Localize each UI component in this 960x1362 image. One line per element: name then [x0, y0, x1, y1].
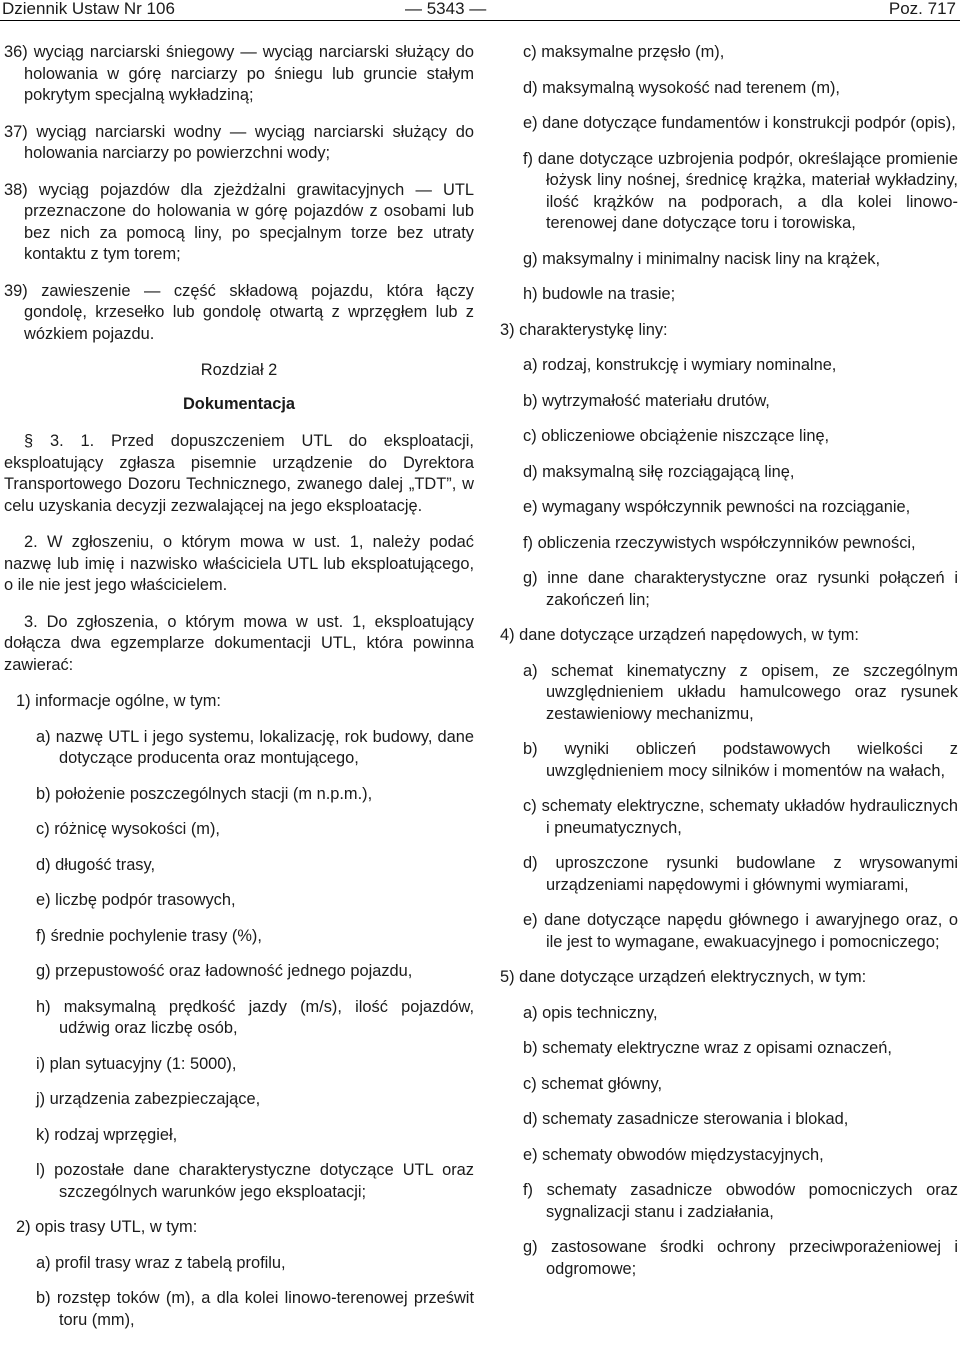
list-item-5-subitems	[500, 1003, 958, 1281]
list-item: e) liczbę podpór trasowych,	[36, 891, 236, 909]
list-item: g) maksymalny i minimalny nacisk liny na krążek,	[523, 249, 881, 268]
right-column	[500, 42, 958, 1294]
section-3-2: 2. W zgłoszeniu, o którym mowa w ust. 1, należy podać nazwę lub imię i nazwisko właściciela UTL lub eksploatującego, o ile nie jest jego właścicielem.	[4, 533, 474, 594]
definition-39: 39) zawieszenie — część składową pojazdu, która łączy gondolę, krzesełko lub gondolę otwartą z wprzęgłem lub z wózkiem pojazdu.	[4, 281, 474, 343]
list-item: d) uproszczone rysunki budowlane z wrysowanymi urządzeniami napędowymi i głównymi wymiarami,	[523, 854, 958, 894]
list-item: b) wytrzymałość materiału drutów,	[523, 391, 770, 410]
list-item-2-subitems-continued	[500, 42, 958, 306]
list-item: f) obliczenia rzeczywistych współczynników pewności,	[523, 533, 916, 552]
list-item: e) dane dotyczące napędu głównego i awaryjnego oraz, o ile jest to wymagane, ewakuacyjnego i pomocniczego;	[523, 911, 958, 951]
list-item-3: 3) charakterystykę liny:	[500, 320, 668, 339]
list-item-2: 2) opis trasy UTL, w tym:	[16, 1218, 198, 1236]
list-item: c) obliczeniowe obciążenie niszczące linę,	[523, 427, 830, 445]
list-item: a) nazwę UTL i jego systemu, lokalizację, rok budowy, dane dotyczące producenta oraz montującego,	[36, 727, 474, 767]
list-item-2-subitems	[4, 1253, 474, 1332]
list-item: k) rodzaj wprzęgieł,	[36, 1125, 178, 1144]
list-item: a) opis techniczny,	[523, 1003, 658, 1022]
definition-38: 38) wyciąg pojazdów dla zjeżdżalni grawitacyjnych — UTL przeznaczone do holowania w górę pojazdów z osobami lub bez nich za pomocą liny, po specjalnym torze bez utraty kontaktu z tym torem;	[4, 180, 474, 263]
chapter-title: Dokumentacja	[182, 394, 296, 413]
list-item: f) schematy zasadnicze obwodów pomocniczych oraz sygnalizacji stanu i zadziałania,	[523, 1181, 958, 1221]
list-item-5: 5) dane dotyczące urządzeń elektrycznych, w tym:	[500, 968, 867, 986]
list-item: g) przepustowość oraz ładowność jednego pojazdu,	[36, 962, 413, 980]
list-item-1-subitems	[4, 727, 474, 1204]
list-item: d) długość trasy,	[36, 855, 156, 874]
page-number: — 5343 —	[405, 0, 487, 18]
section-3-1: § 3. 1. Przed dopuszczeniem UTL do eksploatacji, eksploatujący zgłasza pisemnie urządzenie do Dyrektora Transportowego Dozoru Technicznego, zwanego dalej „TDT”, w celu uzyskania decyzji zezwalającej na jego eksploatację.	[4, 432, 474, 515]
list-item: g) zastosowane środki ochrony przeciwporażeniowej i odgromowe;	[523, 1238, 958, 1278]
list-item: e) schematy obwodów międzystacyjnych,	[523, 1145, 824, 1164]
list-item: d) maksymalną wysokość nad terenem (m),	[523, 78, 840, 97]
list-item: d) maksymalną siłę rozciągającą linę,	[523, 462, 795, 481]
list-item: h) budowle na trasie;	[523, 285, 676, 303]
list-item: c) różnicę wysokości (m),	[36, 820, 220, 838]
list-item: c) schematy elektryczne, schematy układów hydraulicznych i pneumatycznych,	[523, 797, 958, 837]
list-item-4-subitems	[500, 661, 958, 954]
list-item: e) dane dotyczące fundamentów i konstrukcji podpór (opis),	[523, 114, 956, 132]
list-item: c) maksymalne przęsło (m),	[523, 43, 725, 61]
list-item: c) schemat główny,	[523, 1074, 663, 1093]
list-item: a) rodzaj, konstrukcję i wymiary nominalne,	[523, 356, 837, 374]
list-item: a) profil trasy wraz z tabelą profilu,	[36, 1253, 286, 1272]
list-item: l) pozostałe dane charakterystyczne dotyczące UTL oraz szczególnych warunków jego eksploatacji;	[36, 1161, 474, 1201]
left-column	[4, 42, 474, 1345]
list-item-4: 4) dane dotyczące urządzeń napędowych, w tym:	[500, 626, 859, 644]
section-3-3: 3. Do zgłoszenia, o którym mowa w ust. 1, eksploatujący dołącza dwa egzemplarze dokumentacji UTL, która powinna zawierać:	[4, 612, 474, 674]
list-item: d) schematy zasadnicze sterowania i blokad,	[523, 1110, 849, 1128]
list-item: b) rozstęp toków (m), a dla kolei linowo-terenowej prześwit toru (mm),	[36, 1289, 474, 1329]
page-header	[0, 0, 960, 21]
list-item-3-subitems	[500, 355, 958, 611]
list-item: i) plan sytuacyjny (1: 5000),	[36, 1054, 237, 1073]
list-item: e) wymagany współczynnik pewności na rozciąganie,	[523, 498, 911, 516]
list-item: b) wyniki obliczeń podstawowych wielkości z uwzględnieniem mocy silników i momentów na wałach,	[523, 740, 958, 780]
definition-37: 37) wyciąg narciarski wodny — wyciąg narciarski służący do holowania narciarzy po powierzchni wody;	[4, 122, 474, 162]
list-item: b) położenie poszczególnych stacji (m n.p.m.),	[36, 784, 373, 803]
definition-36: 36) wyciąg narciarski śniegowy — wyciąg narciarski służący do holowania w górę narciarzy po śniegu lub gruncie stałym pokrytym specjalną wykładziną;	[4, 43, 474, 104]
chapter-number: Rozdział 2	[200, 361, 278, 379]
list-item: g) inne dane charakterystyczne oraz rysunki połączeń i zakończeń lin;	[523, 569, 958, 609]
list-item: f) dane dotyczące uzbrojenia podpór, określające promienie łożysk liny nośnej, średnicę krążka, materiał wykładziny, ilość krążków na podporach, a dla kolei linowo-terenowej dane dotyczące toru i torowiska,	[523, 149, 958, 232]
position-number: Poz. 717	[888, 0, 956, 18]
journal-title: Dziennik Ustaw Nr 106	[2, 0, 175, 18]
list-item: a) schemat kinematyczny z opisem, ze szczególnym uwzględnieniem układu hamulcowego oraz rysunek zestawieniowy mechanizmu,	[523, 661, 958, 723]
list-item: h) maksymalną prędkość jazdy (m/s), ilość pojazdów, udźwig oraz liczbę osób,	[36, 997, 474, 1037]
list-item: j) urządzenia zabezpieczające,	[36, 1090, 261, 1108]
list-item: b) schematy elektryczne wraz z opisami oznaczeń,	[523, 1039, 892, 1057]
list-item-1: 1) informacje ogólne, w tym:	[16, 692, 221, 710]
list-item: f) średnie pochylenie trasy (%),	[36, 926, 262, 945]
